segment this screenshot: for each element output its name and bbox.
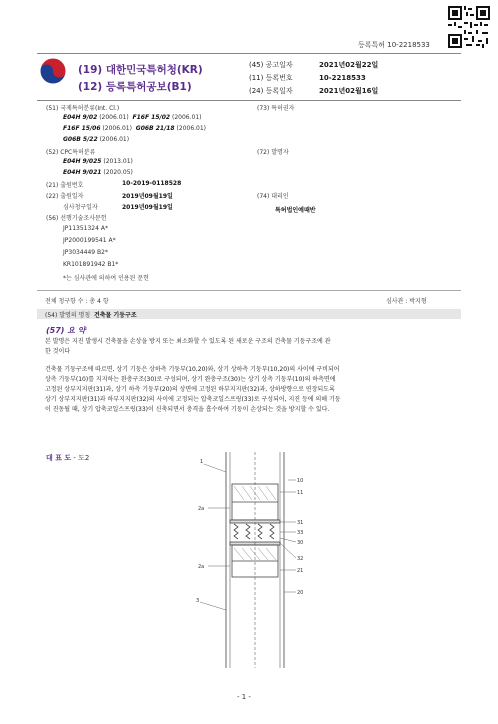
publication-type-title: (12) 등록특허공보(B1) [78,81,192,93]
qr-code [448,6,490,48]
ipc-heading: (51) 국제특허분류(Int. Cl.) [46,105,120,112]
figure-label: 21 [297,568,304,574]
figure-label: 2a [198,564,205,570]
figure-label: 1 [200,459,204,465]
prior-art-item: JP2000199541 A* [63,237,116,244]
prior-art-heading: (56) 선행기술조사문헌 [46,215,107,222]
ipc-row: F16F 15/06 (2006.01) G06B 21/18 (2006.01) [63,125,207,132]
abstract-paragraph-2: 건축물 기둥구조에 따르면, 상기 기둥은 상하측 기둥부(10,20)와, 상기 상하측 기둥부(10,20)의 사이에 구비되어 상측 기둥부(10)를 지지하는 완충구조(30)로 구성되며, 상기 완충구조(30)는 상기 상측 기둥부(10)의 하측면에 고정된 상부지지판(31)과, 상기 하측 기둥부(20)의 상면에 고정된 하부지지판(32)과, 상하방향으로 연장되도록 상기 상부지지판(31)과 하부지지판(32)의 사이에 고정되는 압축코일스프링(33)로 구성되어, 지진 등에 의해 기둥 이 진동될 때, 상기 압축코일스프링(33)이 신축되면서 충격을 흡수하여 기둥이 손상되는 것을 방지할 수 있다. [45,366,341,413]
ipc-row: E04H 9/02 (2006.01) F16F 15/02 (2006.01) [63,114,202,121]
prior-art-item: JP11351324 A* [63,225,108,232]
figure-label: 11 [297,490,304,496]
page-number: - 1 - [237,693,251,701]
representative-figure-label: 대 표 도 - 도2 [46,454,90,462]
inventor-heading: (72) 발명자 [257,149,289,156]
header-rule [37,53,461,54]
cpc-row: E04H 9/021 (2020.05) [63,169,133,176]
kipo-emblem-icon [38,56,68,86]
cpc-heading: (52) CPC특허분류 [46,149,96,156]
examiner: 심사관 : 박지형 [386,298,427,305]
ipc-row: G06B 5/22 (2006.01) [63,136,130,143]
section-rule [37,100,461,101]
figure-label: 20 [297,590,304,596]
application-number: 10-2019-0118528 [122,180,182,187]
application-date: 2019년09월19일 [122,193,173,200]
prior-art-item: KR101891942 B1* [63,261,119,268]
prior-art-note: *는 심사관에 의하여 인용된 문헌 [63,275,149,282]
abstract-paragraph-1: 본 발명은 지진 발생시 건축물을 손상을 방지 또는 최소화할 수 있도록 된 새로운 구조의 건축물 기둥구조에 관 한 것이다 [45,338,331,355]
figure-label: 33 [297,530,304,536]
figure-label: 2a [198,506,205,512]
cpc-row: E04H 9/025 (2013.01) [63,158,133,165]
figure-label: 10 [297,478,304,484]
abstract-heading: (57) 요 약 [46,326,86,335]
registration-number: 등록특허 10-2218533 [358,41,430,49]
registration-number-row: (11) 등록번호 10-2218533 [249,74,366,82]
publication-date-row: (45) 공고일자 2021년02월22일 [249,61,379,69]
invention-title-row: (54) 발명의 명칭 건축물 기둥구조 [45,312,137,319]
registration-date-row: (24) 등록일자 2021년02월16일 [249,87,379,95]
figure-label: 30 [297,540,304,546]
patentee-heading: (73) 특허권자 [257,105,295,112]
prior-art-item: JP3034449 B2* [63,249,108,256]
figure-label: 3 [196,598,200,604]
application-date-label: (22) 출원일자 [46,193,84,200]
exam-request-label: 심사청구일자 [63,204,98,211]
agent-name: 특허법인예때반 [275,207,316,214]
application-number-label: (21) 출원번호 [46,182,84,189]
agent-heading: (74) 대리인 [257,193,289,200]
exam-request-date: 2019년09월19일 [122,204,173,211]
figure-label: 32 [297,556,304,562]
figure-label: 31 [297,520,304,526]
summary-rule [37,290,461,291]
claims-count: 전체 청구항 수 : 총 4 항 [45,298,109,305]
office-title: (19) 대한민국특허청(KR) [78,64,203,76]
column-structure-figure [196,452,318,668]
